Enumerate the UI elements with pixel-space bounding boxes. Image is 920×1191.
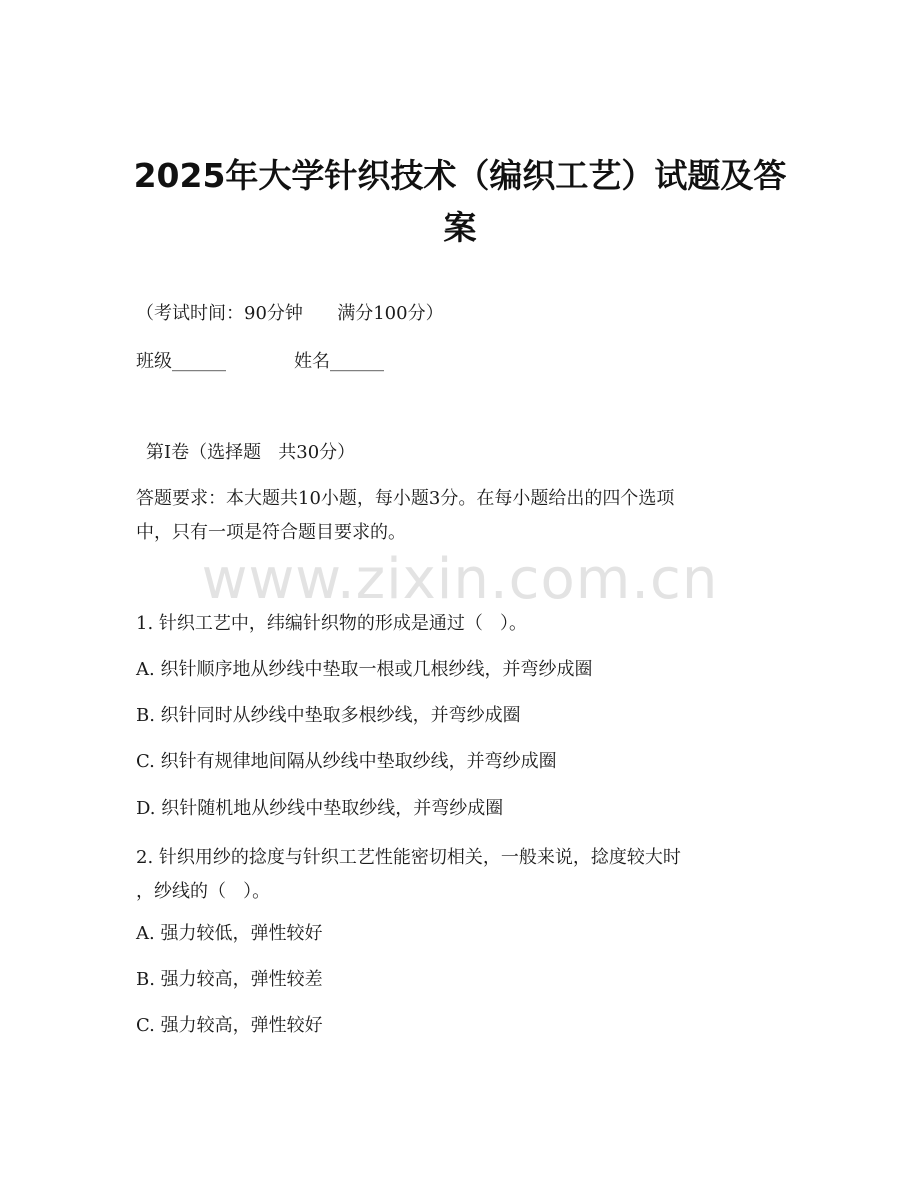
question-2-option-c: C. 强力较高，弹性较好	[136, 1015, 323, 1036]
question-1-stem: 1. 针织工艺中，纬编针织物的形成是通过（ ）。	[136, 613, 528, 634]
title-line-1: 2025年大学针织技术（编织工艺）试题及答	[133, 156, 787, 195]
instructions-line-1: 答题要求：本大题共10小题，每小题3分。在每小题给出的四个选项	[136, 488, 675, 509]
document-title	[0, 150, 920, 254]
question-1-option-b: B. 织针同时从纱线中垫取多根纱线，并弯纱成圈	[136, 705, 521, 726]
section-heading: 第I卷（选择题 共30分）	[146, 442, 356, 463]
question-2-option-a: A. 强力较低，弹性较好	[136, 923, 323, 944]
question-2-option-b: B. 强力较高，弹性较差	[136, 969, 323, 990]
instructions-line-2: 中，只有一项是符合题目要求的。	[136, 522, 406, 543]
question-2-stem	[136, 841, 786, 909]
question-1-option-c: C. 织针有规律地间隔从纱线中垫取纱线，并弯纱成圈	[136, 751, 557, 772]
exam-info: （考试时间：90分钟 满分100分）	[136, 303, 444, 324]
question-2-stem-line-2: ，纱线的（ ）。	[136, 881, 271, 902]
watermark: www.zixin.com.cn	[201, 547, 719, 612]
question-1-option-a: A. 织针顺序地从纱线中垫取一根或几根纱线，并弯纱成圈	[136, 659, 593, 680]
name-field: 姓名______	[294, 351, 384, 372]
question-2-stem-line-1: 2. 针织用纱的捻度与针织工艺性能密切相关，一般来说，捻度较大时	[136, 847, 681, 868]
title-line-2: 案	[443, 208, 477, 247]
section-instructions	[136, 482, 786, 550]
class-field: 班级______	[136, 351, 226, 372]
question-1-option-d: D. 织针随机地从纱线中垫取纱线，并弯纱成圈	[136, 798, 504, 819]
